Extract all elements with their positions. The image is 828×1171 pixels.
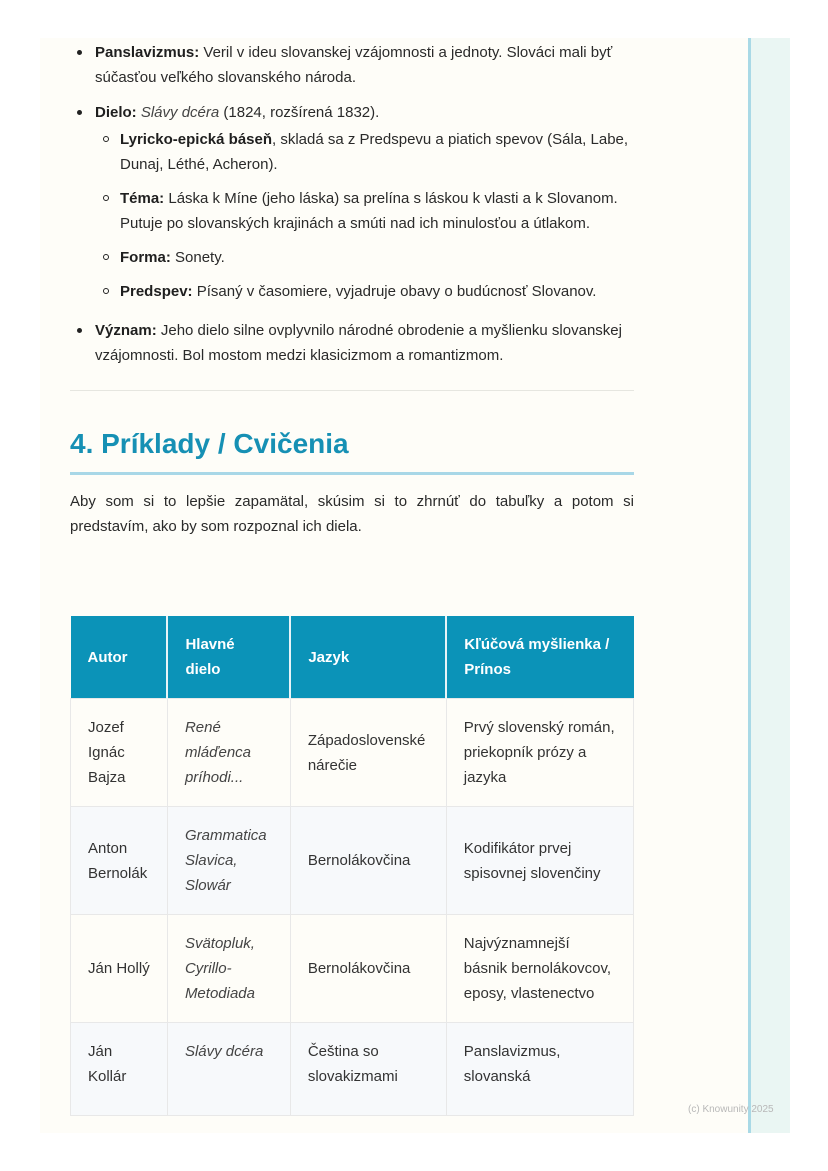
table-header-row	[71, 616, 634, 699]
summary-table	[70, 616, 634, 1116]
document-page	[40, 38, 790, 1133]
term: Predspev:	[120, 283, 193, 300]
text: Veril v ideu slovanskej vzájomnosti a jednoty. Slováci mali byť súčasťou veľkého slovanského národa.	[95, 44, 613, 86]
list-item	[95, 186, 634, 236]
divider	[70, 390, 634, 391]
list-item	[95, 279, 634, 304]
list-item	[95, 245, 634, 270]
text: Láska k Míne (jeho láska) sa prelína s láskou k vlasti a k Slovanom. Putuje po slovanských krajinách a smúti nad ich minulosťou a útlakom.	[120, 190, 618, 232]
text: Písaný v časomiere, vyjadruje obavy o budúcnosť Slovanov.	[192, 283, 597, 300]
cell-language: Bernolákovčina	[290, 915, 446, 1023]
text: , skladá sa z Predspevu a piatich spevov (Sála, Labe, Dunaj, Léthé, Acheron).	[120, 131, 629, 173]
sub-list	[95, 127, 634, 304]
cell-language: Západoslovenské nárečie	[290, 699, 446, 807]
list-item	[95, 127, 634, 177]
table-row	[71, 807, 634, 915]
content	[70, 38, 634, 1085]
column-header: Hlavné dielo	[167, 616, 290, 699]
term: Panslavizmus:	[95, 44, 200, 61]
work-title: Grammatica Slavica, Slowár	[184, 827, 267, 894]
cell-contribution: Najvýznamnejší básnik bernolákovcov, eposy, vlastenectvo	[446, 915, 633, 1023]
cell-language: Bernolákovčina	[290, 807, 446, 915]
section-heading: 4. Príklady / Cvičenia	[70, 427, 634, 475]
text: (1824, rozšírená 1832).	[219, 104, 380, 121]
text: Jeho dielo silne ovplyvnilo národné obrodenie a myšlienku slovanskej vzájomnosti. Bol mostom medzi klasicizmom a romantizmom.	[95, 322, 622, 364]
cell-author: Anton Bernolák	[71, 807, 168, 915]
work-title: Slávy dcéra	[140, 104, 220, 121]
work-title: Svätopluk, Cyrillo-Metodiada	[184, 935, 255, 1002]
cell-work	[167, 1023, 290, 1116]
cell-language: Čeština so slovakizmami	[290, 1023, 446, 1116]
text: Sonety.	[170, 249, 225, 266]
cell-author: Ján Kollár	[71, 1023, 168, 1116]
cell-author: Jozef Ignác Bajza	[71, 699, 168, 807]
cell-work	[167, 807, 290, 915]
cell-work	[167, 915, 290, 1023]
term: Význam:	[95, 322, 157, 339]
list-item	[70, 40, 634, 90]
bullet-list	[70, 40, 634, 368]
work-title: Slávy dcéra	[184, 1043, 264, 1060]
table-row	[71, 1023, 634, 1116]
column-header: Autor	[71, 616, 168, 699]
table-row	[71, 915, 634, 1023]
list-item	[70, 100, 634, 304]
term: Dielo:	[95, 104, 137, 121]
column-header: Jazyk	[290, 616, 446, 699]
cell-contribution: Kodifikátor prvej spisovnej slovenčiny	[446, 807, 633, 915]
cell-work	[167, 699, 290, 807]
list-item	[70, 318, 634, 368]
cell-contribution: Prvý slovenský román, priekopník prózy a jazyka	[446, 699, 633, 807]
cell-contribution: Panslavizmus, slovanská	[446, 1023, 633, 1116]
copyright: (c) Knowunity 2025	[688, 1104, 774, 1115]
work-title: René mláďenca príhodi...	[184, 719, 252, 786]
term: Forma:	[120, 249, 171, 266]
term: Téma:	[120, 190, 165, 207]
side-rule	[748, 38, 751, 1133]
cell-author: Ján Hollý	[71, 915, 168, 1023]
term: Lyricko-epická báseň	[120, 131, 273, 148]
table-row	[71, 699, 634, 807]
side-margin	[748, 38, 790, 1133]
column-header: Kľúčová myšlienka / Prínos	[446, 616, 633, 699]
intro-paragraph: Aby som si to lepšie zapamätal, skúsim si to zhrnúť do tabuľky a potom si predstavím, ako by som rozpoznal ich diela.	[70, 493, 634, 535]
